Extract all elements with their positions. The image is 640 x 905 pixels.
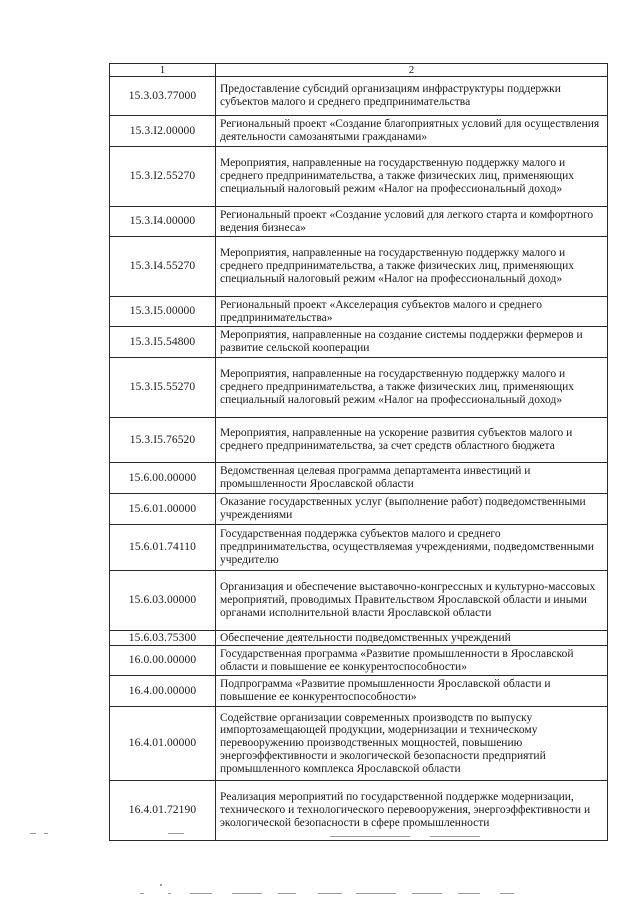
row-name: Подпрограмма «Развитие промышленности Ярославской области и повышение ее конкурентоспособности» xyxy=(216,676,608,707)
row-code: 15.6.01.00000 xyxy=(110,494,216,525)
row-code: 16.4.00.00000 xyxy=(110,676,216,707)
row-code: 15.6.03.00000 xyxy=(110,571,216,631)
row-name: Мероприятия, направленные на государственную поддержку малого и среднего предпринимательства, а также физических лиц, применяющих специальный налоговый режим «Налог на профессиональный доход» xyxy=(216,358,608,418)
row-code: 15.3.I5.76520 xyxy=(110,418,216,463)
table-row xyxy=(110,327,608,358)
table-row xyxy=(110,147,608,207)
row-code: 15.3.I5.00000 xyxy=(110,297,216,327)
table-row xyxy=(110,207,608,237)
table-row xyxy=(110,358,608,418)
row-name: Реализация мероприятий по государственной поддержке модернизации, технического и технологического перевооружения, энергоэффективности и экологической безопасности в сфере промышленности xyxy=(216,781,608,841)
row-name: Государственная поддержка субъектов малого и среднего предпринимательства, осуществляемая учреждениями, подведомственными учредителю xyxy=(216,525,608,571)
row-name: Мероприятия, направленные на государственную поддержку малого и среднего предпринимательства, а также физических лиц, применяющих специальный налоговый режим «Налог на профессиональный доход» xyxy=(216,237,608,297)
row-name: Ведомственная целевая программа департамента инвестиций и промышленности Ярославской области xyxy=(216,463,608,494)
table-row xyxy=(110,77,608,116)
row-name: Оказание государственных услуг (выполнение работ) подведомственными учреждениями xyxy=(216,494,608,525)
table-row xyxy=(110,418,608,463)
column-header-name: 2 xyxy=(216,64,608,77)
row-name: Обеспечение деятельности подведомственных учреждений xyxy=(216,631,608,646)
row-code: 16.4.01.72190 xyxy=(110,781,216,841)
row-code: 15.3.03.77000 xyxy=(110,77,216,116)
row-code: 16.0.00.00000 xyxy=(110,646,216,676)
table-row xyxy=(110,297,608,327)
table-row xyxy=(110,707,608,781)
row-code: 15.3.I4.00000 xyxy=(110,207,216,237)
row-name: Организация и обеспечение выставочно-конгрессных и культурно-массовых мероприятий, проводимых Правительством Ярославской области и иными органами исполнительной власти Ярославской области xyxy=(216,571,608,631)
row-name: Мероприятия, направленные на ускорение развития субъектов малого и среднего предпринимательства, за счет средств областного бюджета xyxy=(216,418,608,463)
table-row xyxy=(110,571,608,631)
table-row xyxy=(110,463,608,494)
table-row xyxy=(110,676,608,707)
table-row xyxy=(110,116,608,147)
row-name: Региональный проект «Акселерация субъектов малого и среднего предпринимательства» xyxy=(216,297,608,327)
classification-table xyxy=(109,63,608,841)
row-code: 16.4.01.00000 xyxy=(110,707,216,781)
row-name: Региональный проект «Создание благоприятных условий для осуществления деятельности самозанятыми гражданами» xyxy=(216,116,608,147)
table-row xyxy=(110,237,608,297)
column-header-code: 1 xyxy=(110,64,216,77)
row-name: Государственная программа «Развитие промышленности в Ярославской области и повышение ее конкурентоспособности» xyxy=(216,646,608,676)
row-name: Региональный проект «Создание условий для легкого старта и комфортного ведения бизнеса» xyxy=(216,207,608,237)
table-row xyxy=(110,646,608,676)
row-code: 15.6.01.74110 xyxy=(110,525,216,571)
table-row xyxy=(110,525,608,571)
table-header-row xyxy=(110,64,608,77)
row-name: Предоставление субсидий организациям инфраструктуры поддержки субъектов малого и среднего предпринимательства xyxy=(216,77,608,116)
table-row xyxy=(110,781,608,841)
row-code: 15.3.I4.55270 xyxy=(110,237,216,297)
row-code: 15.6.00.00000 xyxy=(110,463,216,494)
row-code: 15.6.03.75300 xyxy=(110,631,216,646)
row-code: 15.3.I2.55270 xyxy=(110,147,216,207)
row-name: Содействие организации современных производств по выпуску импортозамещающей продукции, модернизации и техническому перевооружению производственных мощностей, повышению энергоэффективности и экологической безопасности предприятий промышленного комплекса Ярославской области xyxy=(216,707,608,781)
table-row xyxy=(110,631,608,646)
table-row xyxy=(110,494,608,525)
row-name: Мероприятия, направленные на государственную поддержку малого и среднего предпринимательства, а также физических лиц, применяющих специальный налоговый режим «Налог на профессиональный доход» xyxy=(216,147,608,207)
row-code: 15.3.I2.00000 xyxy=(110,116,216,147)
row-code: 15.3.I5.55270 xyxy=(110,358,216,418)
row-name: Мероприятия, направленные на создание системы поддержки фермеров и развитие сельской кооперации xyxy=(216,327,608,358)
row-code: 15.3.I5.54800 xyxy=(110,327,216,358)
